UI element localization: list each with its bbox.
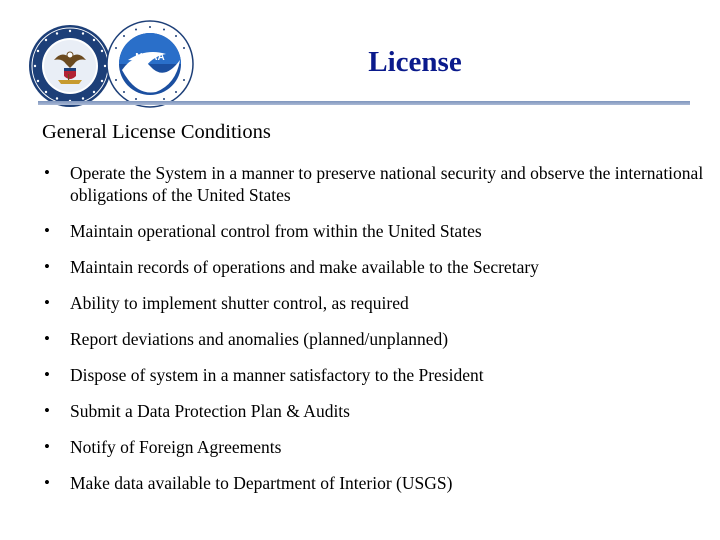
list-item: • Make data available to Department of Interior (USGS) xyxy=(44,473,453,493)
list-item: • Operate the System in a manner to preserve national security and observe the international obligations of the United States xyxy=(44,163,704,205)
title-divider xyxy=(38,101,690,105)
conditions-list xyxy=(44,162,704,508)
list-item: • Dispose of system in a manner satisfactory to the President xyxy=(44,365,484,385)
list-item: • Ability to implement shutter control, as required xyxy=(44,293,409,313)
bullet-icon: • xyxy=(44,221,50,240)
bullet-icon: • xyxy=(44,365,50,384)
section-heading: General License Conditions xyxy=(42,121,271,143)
bullet-icon: • xyxy=(44,437,50,456)
bullet-icon: • xyxy=(44,257,50,276)
bullet-icon: • xyxy=(44,163,50,182)
bullet-icon: • xyxy=(44,293,50,312)
bullet-icon: • xyxy=(44,329,50,348)
list-item: • Maintain operational control from within the United States xyxy=(44,221,482,241)
list-item: • Maintain records of operations and make available to the Secretary xyxy=(44,257,539,277)
page-title: License xyxy=(368,46,462,78)
svg-text:NOAA: NOAA xyxy=(135,52,165,63)
bullet-icon: • xyxy=(44,401,50,420)
list-item: • Submit a Data Protection Plan & Audits xyxy=(44,401,350,421)
bullet-icon: • xyxy=(44,473,50,492)
list-item: • Report deviations and anomalies (planned/unplanned) xyxy=(44,329,449,349)
list-item: • Notify of Foreign Agreements xyxy=(44,437,282,457)
